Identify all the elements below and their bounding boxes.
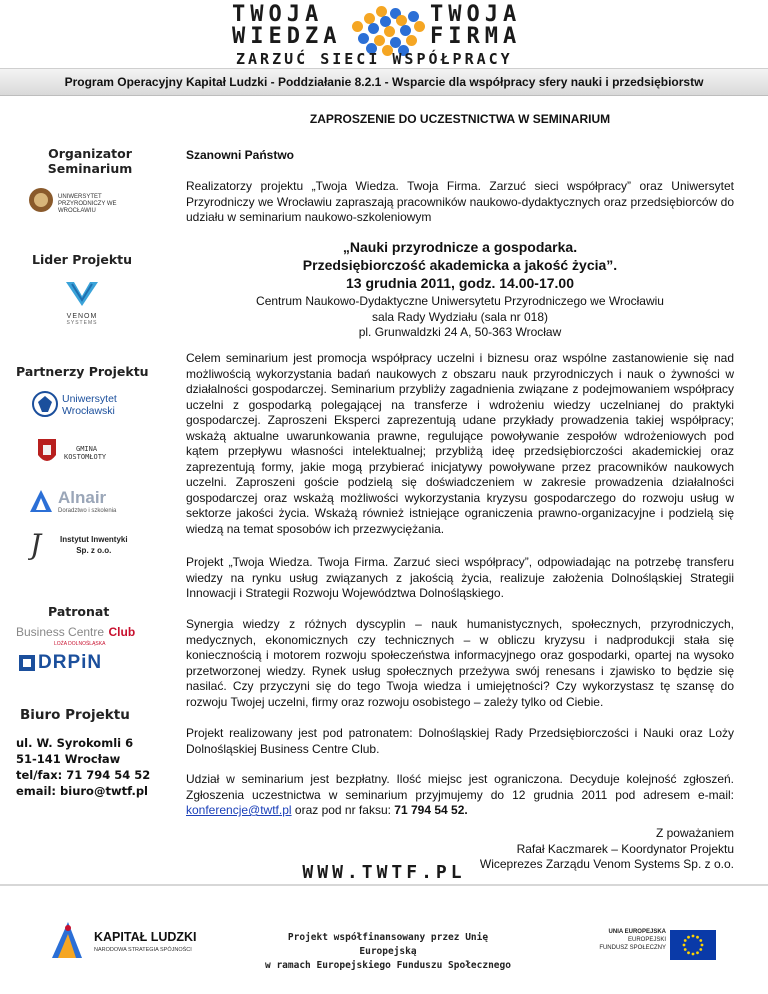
- organizer-logo: [28, 186, 138, 214]
- logo-dot: [358, 33, 369, 44]
- bcc-name: Business Centre: [16, 625, 105, 639]
- alnair-logo: [28, 488, 138, 518]
- cofinance-line1: Projekt współfinansowany przez Unię Europejską: [287, 932, 489, 957]
- eu-star: [684, 948, 687, 951]
- eu-star: [692, 935, 695, 938]
- eu-star: [684, 939, 687, 942]
- venom-logo-text: VENOM: [66, 313, 98, 320]
- footer-url[interactable]: WWW.TWTF.PL: [302, 862, 466, 883]
- bcc-club: Club: [108, 625, 136, 639]
- eu-star: [692, 953, 695, 956]
- signup-fax-prefix: oraz pod nr faksu:: [291, 803, 395, 817]
- logo-right-bottom: FIRMA: [430, 24, 522, 49]
- eu-star: [699, 948, 702, 951]
- eu-star: [696, 951, 699, 954]
- office-phone: tel/fax: 71 794 54 52: [16, 768, 151, 782]
- venom-logo-sub: SYSTEMS: [66, 320, 98, 326]
- program-line: Program Operacyjny Kapitał Ludzki - Poddziałanie 8.2.1 - Wsparcie dla współpracy sfery nauki i przedsiębiorstw: [64, 75, 704, 89]
- signup-email-link[interactable]: konferencje@twtf.pl: [186, 803, 292, 817]
- gmina-line2: KOSTOMŁOTY: [64, 453, 107, 461]
- alnair-name: Alnair: [58, 488, 107, 507]
- drpin-logo: [18, 652, 148, 680]
- intro-paragraph: Realizatorzy projektu „Twoja Wiedza. Twoja Firma. Zarzuć sieci współpracy” oraz Uniwersytet Przyrodniczy we Wrocławiu zapraszają pracowników naukowo-dydaktycznych oraz przedsiębiorców do udziału w seminarium naukowo-szkoleniowym: [186, 179, 734, 224]
- alnair-sub: Doradztwo i szkolenia: [58, 508, 117, 514]
- eu-text: [596, 928, 666, 952]
- synergy-paragraph: Synergia wiedzy z różnych dyscyplin – nauk humanistycznych, społecznych, przyrodniczych, medycznych, ekonomicznych czy technicznych – w obliczu kryzysu i nadprodukcji stała się koniecznością i motorem rozwoju społeczeństwa informacyjnego oraz gospodarki, opartej na wysoko przetworzonej wiedzy. Rynek usług społecznych przeżywa swój renesans i zjawisko to będzie się nasilać. Czy przyczyni się do tego Twoja wiedza i umiejętności? Czy wykorzystasz tę szansę do rozwoju Twojej uczelni, firmy oraz rozwoju osobistego – zależy tylko od Ciebie.: [186, 617, 734, 709]
- signup-paragraph: [186, 772, 734, 819]
- partners-title: Partnerzy Projektu: [16, 364, 149, 379]
- coat-of-arms-icon: [36, 437, 58, 467]
- logo-dots-icon: [346, 6, 426, 54]
- office-address1: ul. W. Syrokomli 6: [16, 736, 134, 750]
- footer-divider: [0, 884, 768, 886]
- eu-line2: EUROPEJSKI: [627, 937, 666, 943]
- eu-flag-icon: [670, 930, 716, 960]
- drpin-icon: [18, 654, 36, 672]
- venue-line3: pl. Grunwaldzki 24 A, 50-363 Wrocław: [358, 325, 562, 339]
- letter-heading: ZAPROSZENIE DO UCZESTNICTWA W SEMINARIUM: [309, 112, 611, 126]
- signer: Rafał Kaczmarek – Koordynator Projektu: [516, 841, 734, 856]
- eu-star: [696, 936, 699, 939]
- leader-title: Lider Projektu: [32, 252, 133, 267]
- uwr-logo: [32, 390, 132, 420]
- bcc-sub: LOŻA DOLNOŚLĄSKA: [54, 641, 106, 647]
- closing: Z poważaniem: [655, 826, 734, 840]
- logo-dot: [396, 15, 407, 26]
- logo-dot: [400, 25, 411, 36]
- eu-star: [699, 939, 702, 942]
- kapital-ludzki-icon: [50, 920, 84, 960]
- event-block: [186, 238, 734, 341]
- gmina-logo: [36, 437, 136, 471]
- event-title-line2: Przedsiębiorczość akademicka a jakość życia”.: [302, 257, 618, 273]
- ii-line1: Instytut Inwentyki: [60, 535, 128, 544]
- svg-text:J: J: [30, 528, 42, 560]
- logo-dot: [352, 21, 363, 32]
- kapital-ludzki-logo: [50, 920, 250, 970]
- program-bar: [0, 68, 768, 96]
- signup-text: Udział w seminarium jest bezpłatny. Ilość miejsc jest ograniczona. Decyduje kolejność zgłoszeń. Zgłoszenia uczestnictwa w seminarium przyjmujemy do 12 grudnia 2011 pod adresem e-mail:: [186, 772, 734, 802]
- signer-role: Wiceprezes Zarządu Venom Systems Sp. z o.o.: [479, 857, 734, 871]
- ii-line2: Sp. z o.o.: [76, 546, 112, 555]
- logo-dot: [368, 23, 379, 34]
- logo-left-bottom: WIEDZA: [232, 24, 342, 49]
- organizer-logo-text: UNIWERSYTET PRZYRODNICZY WE WROCŁAWIU: [58, 194, 117, 214]
- logo-tagline: ZARZUĆ SIECI WSPÓŁPRACY: [236, 50, 513, 68]
- office-address2: 51-141 Wrocław: [16, 752, 121, 766]
- office-title: Biuro Projektu: [20, 707, 130, 723]
- venue-line2: sala Rady Wydziału (sala nr 018): [372, 309, 548, 324]
- venom-icon: [52, 280, 112, 308]
- gmina-line1: GMINA: [76, 445, 98, 453]
- inwentyki-logo: [28, 528, 148, 562]
- signup-fax: 71 794 54 52.: [394, 803, 468, 817]
- event-date: 13 grudnia 2011, godz. 14.00-17.00: [346, 275, 574, 291]
- bcc-logo: [16, 623, 146, 645]
- alnair-icon: [28, 488, 54, 514]
- salutation: Szanowni Państwo: [186, 148, 295, 162]
- goal-paragraph: Celem seminarium jest promocja współpracy uczelni i biznesu oraz wspólne zastanowienie się nad możliwością wykorzystania badań naukowych z obszaru nauk przyrodniczych i nauk o żywności w działalności gospodarczej. Seminarium przybliży zagadnienia związane z podejmowaniem współpracy uczelni z gospodarką polegającej na transferze i wdrożeniu wiedzy uczelnianej do praktyki gospodarczej. Zaproszeni Eksperci zaprezentują udane przykłady prowadzenia takiej współpracy; wskażą aktualne uwarunkowania prawne, regulujące powoływanie zespołów wdrożeniowych pod kątem przepływu własności intelektualnej; przybliżą ideę przedsiębiorczości akademickiej oraz zaprezentują formy, jakie mogą przybierać inicjatywy powoływane przez pracowników naukowych uczelni. Zaproszeni goście podzielą się doświadczeniem w zakresie prowadzenia działalności gospodarczej oraz wskażą możliwości wykorzystania kryzysu gospodarczego do rozwoju usług w sektorze jakości życia. Wskażą również istniejące ograniczenia prawno-organizacyjne i podzielą się wiedzą na temat sposobów ich przezwyciężania.: [186, 351, 734, 536]
- office-address: [16, 735, 150, 799]
- logo-dot: [384, 26, 395, 37]
- project-paragraph: Projekt „Twoja Wiedza. Twoja Firma. Zarzuć sieci współpracy”, odpowiadając na potrzebę transferu wiedzy na rynku usług związanych z jakością życia, realizuje założenia Dolnośląskiej Strategii Innowacji i Strategii Rozwoju Województwa Dolnośląskiego.: [186, 555, 734, 600]
- logo-left-top: TWOJA: [232, 2, 324, 27]
- eu-line1: UNIA EUROPEJSKA: [608, 929, 666, 935]
- cofinance-text: [258, 931, 518, 973]
- cofinance-line2: w ramach Europejskiego Funduszu Społecznego: [265, 960, 511, 971]
- eagle-icon: [32, 390, 58, 418]
- logo-dot: [414, 21, 425, 32]
- organizer-title: Organizator Seminarium: [47, 146, 133, 176]
- kl-title: KAPITAŁ LUDZKI: [94, 930, 197, 944]
- logo-dot: [406, 35, 417, 46]
- patronat-title: Patronat: [48, 604, 110, 619]
- ii-monogram-icon: [28, 528, 52, 560]
- uwr-line1: Uniwersytet: [62, 393, 117, 405]
- crest-icon: [28, 186, 54, 214]
- drpin-name: DRPiN: [38, 652, 103, 673]
- eu-star: [687, 936, 690, 939]
- uwr-line2: Wrocławski: [62, 405, 115, 417]
- office-email: email: biuro@twtf.pl: [16, 784, 148, 798]
- eu-line3: FUNDUSZ SPOŁECZNY: [599, 945, 666, 951]
- kl-sub: NARODOWA STRATEGIA SPÓJNOŚCI: [94, 947, 192, 953]
- venue-line1: Centrum Naukowo-Dydaktyczne Uniwersytetu Przyrodniczego we Wrocławiu: [256, 294, 664, 308]
- logo-right-top: TWOJA: [430, 2, 522, 27]
- eu-star: [701, 944, 704, 947]
- eu-star: [687, 951, 690, 954]
- eu-star: [683, 944, 686, 947]
- venom-logo: [52, 280, 112, 330]
- patronage-paragraph: Projekt realizowany jest pod patronatem: Dolnośląskiej Rady Przedsiębiorczości i Nauki oraz Loży Dolnośląskiej Business Centre Club.: [186, 726, 734, 756]
- event-title-line1: „Nauki przyrodnicze a gospodarka.: [342, 239, 578, 255]
